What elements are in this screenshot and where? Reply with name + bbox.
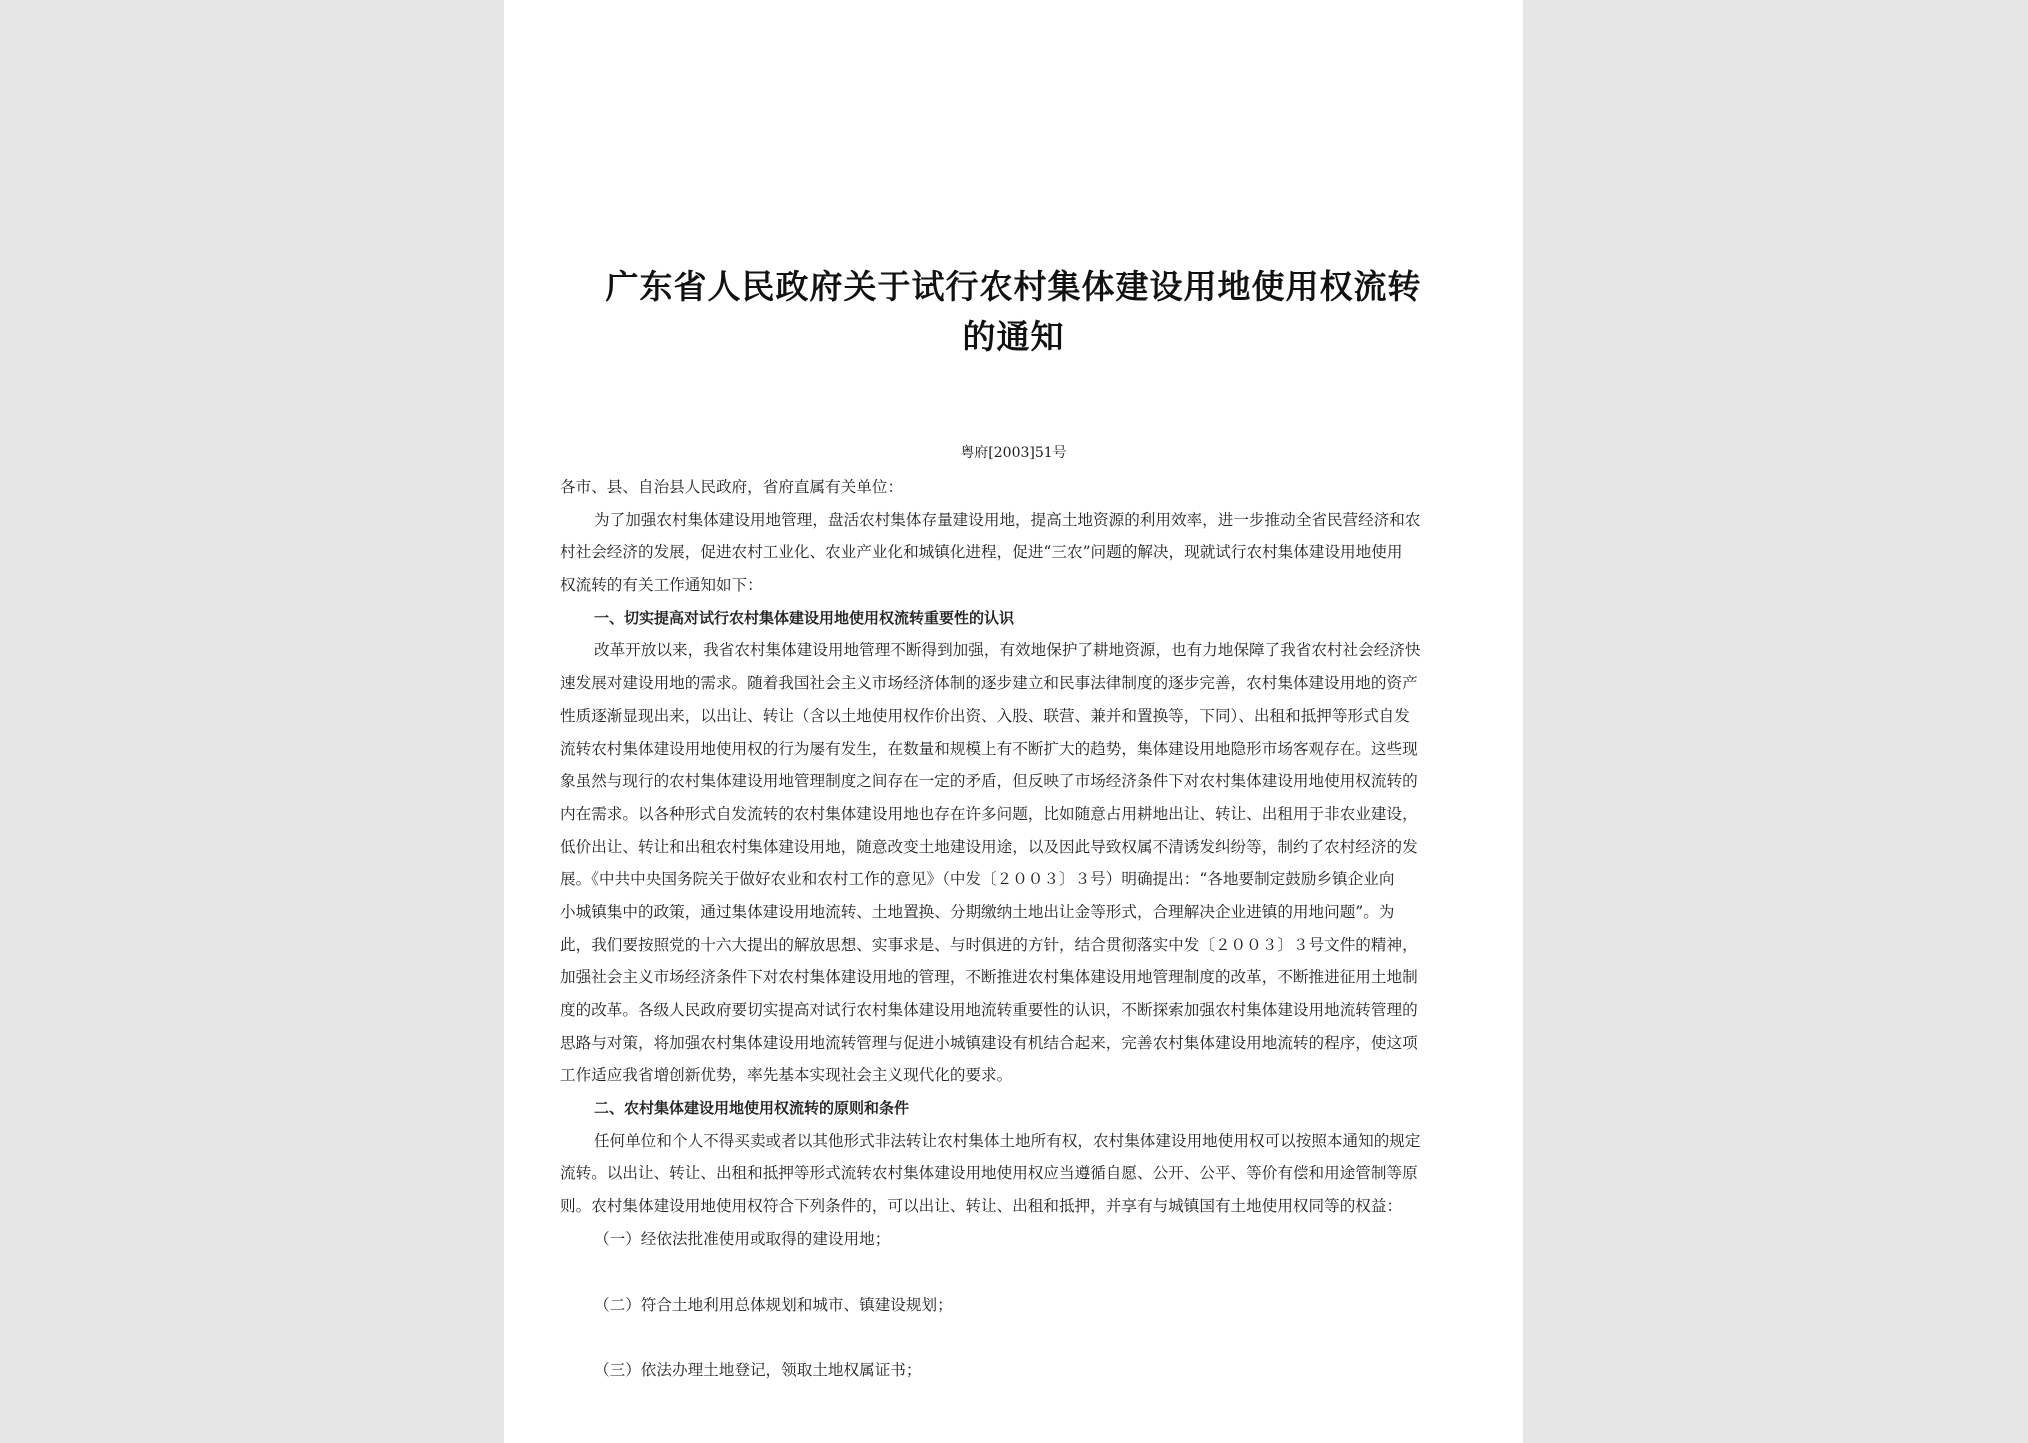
condition-item: （一）经依法批准使用或取得的建设用地； <box>594 1229 891 1248</box>
section-1-line: 象虽然与现行的农村集体建设用地管理制度之间存在一定的矛盾，但反映了市场经济条件下对农村集体建设用地使用权流转的 <box>560 772 1418 791</box>
section-2-line: 流转。以出让、转让、出租和抵押等形式流转农村集体建设用地使用权应当遵循自愿、公开、公平、等价有偿和用途管制等原 <box>560 1164 1418 1183</box>
section-1-line: 工作适应我省增创新优势，率先基本实现社会主义现代化的要求。 <box>560 1066 1013 1085</box>
intro-line: 村社会经济的发展，促进农村工业化、农业产业化和城镇化进程，促进“三农”问题的解决，现就试行农村集体建设用地使用 <box>560 543 1403 562</box>
section-1-line: 加强社会主义市场经济条件下对农村集体建设用地的管理，不断推进农村集体建设用地管理制度的改革，不断推进征用土地制 <box>560 968 1418 987</box>
section-1-line: 展。《中共中央国务院关于做好农业和农村工作的意见》（中发〔２００３〕３号）明确提出：“各地要制定鼓励乡镇企业向 <box>560 870 1395 889</box>
title-line-1: 广东省人民政府关于试行农村集体建设用地使用权流转 <box>605 267 1422 306</box>
section-1-line: 改革开放以来，我省农村集体建设用地管理不断得到加强，有效地保护了耕地资源，也有力地保障了我省农村社会经济快 <box>594 641 1421 660</box>
document-number: 粤府[2003]51号 <box>960 445 1067 461</box>
section-1-heading: 一、切实提高对试行农村集体建设用地使用权流转重要性的认识 <box>594 608 1015 627</box>
section-1-line: 小城镇集中的政策，通过集体建设用地流转、土地置换、分期缴纳土地出让金等形式，合理解决企业进镇的用地问题”。为 <box>560 902 1395 921</box>
section-2-line: 则。农村集体建设用地使用权符合下列条件的，可以出让、转让、出租和抵押，并享有与城镇国有土地使用权同等的权益： <box>560 1197 1403 1216</box>
condition-item: （三）依法办理土地登记，领取土地权属证书； <box>594 1361 922 1380</box>
section-1-line: 此，我们要按照党的十六大提出的解放思想、实事求是、与时俱进的方针，结合贯彻落实中发〔２００３〕３号文件的精神， <box>560 935 1418 954</box>
title-line-2: 的通知 <box>962 317 1065 356</box>
section-1-line: 内在需求。以各种形式自发流转的农村集体建设用地也存在许多问题，比如随意占用耕地出让、转让、出租用于非农业建设， <box>560 804 1418 823</box>
intro-line: 权流转的有关工作通知如下： <box>560 576 763 595</box>
section-1-line: 思路与对策，将加强农村集体建设用地流转管理与促进小城镇建设有机结合起来，完善农村集体建设用地流转的程序，使这项 <box>560 1033 1418 1052</box>
section-2-heading: 二、农村集体建设用地使用权流转的原则和条件 <box>594 1099 910 1118</box>
condition-item: （二）符合土地利用总体规划和城市、镇建设规划； <box>594 1295 953 1314</box>
section-1-line: 低价出让、转让和出租农村集体建设用地，随意改变土地建设用途，以及因此导致权属不清诱发纠纷等，制约了农村经济的发 <box>560 837 1418 856</box>
document-body <box>560 471 1470 1387</box>
section-1-line: 性质逐渐显现出来，以出让、转让（含以土地使用权作价出资、入股、联营、兼并和置换等，下同）、出租和抵押等形式自发 <box>560 706 1410 725</box>
section-1-line: 流转农村集体建设用地使用权的行为屡有发生，在数量和规模上有不断扩大的趋势，集体建设用地隐形市场客观存在。这些现 <box>560 739 1418 758</box>
intro-line: 为了加强农村集体建设用地管理，盘活农村集体存量建设用地，提高土地资源的利用效率，进一步推动全省民营经济和农 <box>594 510 1421 529</box>
document-page <box>504 0 1523 1443</box>
section-1-line: 速发展对建设用地的需求。随着我国社会主义市场经济体制的逐步建立和民事法律制度的逐步完善，农村集体建设用地的资产 <box>560 674 1418 693</box>
salutation: 各市、县、自治县人民政府，省府直属有关单位： <box>560 478 904 496</box>
section-2-line: 任何单位和个人不得买卖或者以其他形式非法转让农村集体土地所有权，农村集体建设用地使用权可以按照本通知的规定 <box>594 1131 1421 1150</box>
document-title <box>504 262 1523 362</box>
section-1-line: 度的改革。各级人民政府要切实提高对试行农村集体建设用地流转重要性的认识，不断探索加强农村集体建设用地流转管理的 <box>560 1001 1418 1019</box>
